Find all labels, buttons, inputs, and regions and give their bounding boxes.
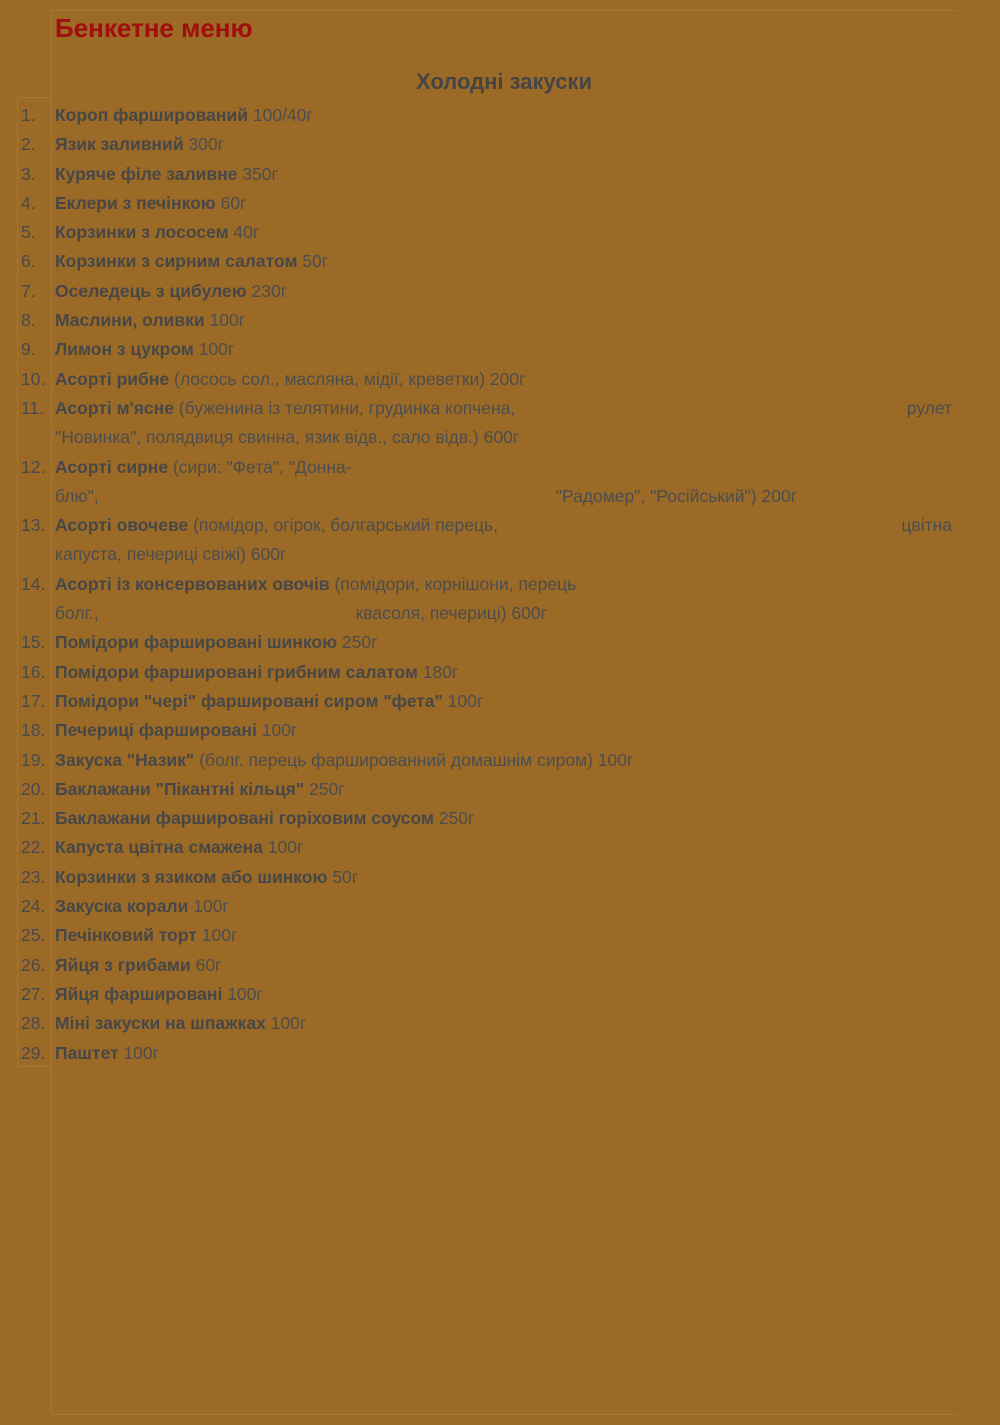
item-description: 100г: [267, 837, 304, 858]
item-number: 21.: [21, 808, 46, 829]
item-name: Язик заливний: [55, 134, 184, 155]
menu-item: [0, 1039, 1000, 1068]
item-description: 40г: [233, 222, 260, 243]
menu-item: [0, 833, 1000, 862]
menu-item: [0, 892, 1000, 921]
item-number: 17.: [21, 690, 46, 711]
section-title: Холодні закуски: [416, 69, 592, 94]
item-description: 100г: [447, 690, 484, 711]
item-name: Корзинки з сирним салатом: [55, 251, 298, 272]
item-name: Паштет: [55, 1042, 119, 1063]
menu-item: [0, 453, 1000, 512]
item-number: 18.: [21, 720, 46, 741]
item-number: 2.: [21, 134, 36, 155]
menu-item: [0, 980, 1000, 1009]
item-description: 180г: [422, 661, 459, 682]
item-description: (сири: "Фета", "Донна-: [172, 456, 352, 477]
item-description: 100г: [227, 983, 263, 1004]
menu-item: [0, 247, 1000, 276]
item-name: Печінковий торт: [55, 925, 197, 946]
item-name: Баклажани "Пікантні кільця": [55, 778, 305, 799]
item-name: Закуска "Назик": [55, 749, 195, 770]
item-description: 100г: [201, 925, 238, 946]
menu-item: [0, 687, 1000, 716]
item-number: 10.: [21, 368, 46, 389]
item-description: капуста, печериці свіжі) 600г: [55, 544, 287, 565]
item-number: 13.: [21, 515, 46, 536]
item-number: 11.: [21, 397, 45, 418]
item-description: (лосось сол., масляна, мідії, креветки) 200г: [174, 368, 526, 389]
item-name: Печериці фаршировані: [55, 720, 257, 741]
menu-item: [0, 365, 1000, 394]
item-description: 350г: [242, 163, 278, 184]
item-description: 250г: [308, 778, 345, 799]
item-number: 27.: [21, 983, 46, 1004]
item-description: 100г: [270, 1013, 307, 1034]
item-description: 100г: [198, 339, 235, 360]
item-name: Корзинки з лососем: [55, 222, 229, 243]
item-description: (помідор, огірок, болгарський перець,: [193, 515, 498, 536]
menu-item: [0, 804, 1000, 833]
item-name: Помідори фаршировані шинкою: [55, 632, 338, 653]
item-name: Капуста цвітна смажена: [55, 837, 263, 858]
item-number: 20.: [21, 778, 46, 799]
menu-item: [0, 394, 1000, 453]
item-number: 9.: [21, 339, 36, 360]
menu-item: [0, 951, 1000, 980]
menu-item: [0, 189, 1000, 218]
menu-item: [0, 570, 1000, 629]
menu-item: [0, 863, 1000, 892]
item-number: 8.: [21, 310, 36, 331]
item-number: 4.: [21, 192, 36, 213]
menu-list: [0, 101, 1000, 1068]
item-description: 100г: [209, 310, 246, 331]
item-name: Помідори "чері" фаршировані сиром "фета": [55, 690, 443, 711]
item-description: 100г: [123, 1042, 160, 1063]
item-number: 1.: [21, 105, 36, 125]
item-number: 14.: [21, 573, 46, 594]
item-name: Закуска корали: [55, 896, 189, 917]
menu-item: [0, 101, 1000, 130]
item-number: 26.: [21, 954, 46, 975]
menu-item: [0, 130, 1000, 159]
item-description: квасоля, печериці) 600г: [355, 603, 547, 624]
menu-item: [0, 218, 1000, 247]
item-name: Асорті рибне: [55, 368, 170, 389]
item-description: 60г: [195, 954, 222, 975]
item-description: 60г: [220, 192, 247, 213]
menu-item: [0, 306, 1000, 335]
item-description: 100г: [193, 896, 229, 917]
item-name: Лимон з цукром: [55, 339, 194, 360]
menu-item: [0, 658, 1000, 687]
item-description: 300г: [188, 134, 225, 155]
item-number: 16.: [21, 661, 46, 682]
menu-item: [0, 511, 1000, 570]
menu-item: [0, 277, 1000, 306]
item-description: 100г: [261, 720, 298, 741]
item-number: 28.: [21, 1013, 46, 1034]
menu-item: [0, 716, 1000, 745]
item-description: 50г: [302, 251, 329, 272]
item-description: "Новинка", полядвиця свинна, язик відв., сало відв.) 600г: [55, 427, 520, 448]
item-description: (буженина із телятини, грудинка копчена,: [178, 397, 516, 418]
menu-item: [0, 160, 1000, 189]
page-title: Бенкетне меню: [55, 13, 253, 43]
menu-item: [0, 746, 1000, 775]
item-number: 5.: [21, 222, 36, 243]
page-frame-bottom: [51, 1414, 957, 1415]
item-description: 50г: [332, 866, 359, 887]
item-number: 22.: [21, 837, 46, 858]
item-name: Корзинки з язиком або шинкою: [55, 866, 328, 887]
item-number: 29.: [21, 1042, 46, 1063]
menu-item: [0, 1009, 1000, 1038]
item-description: цвітна: [901, 515, 952, 536]
item-number: 15.: [21, 632, 46, 653]
item-name: Еклери з печінкою: [55, 192, 216, 213]
item-description: 250г: [438, 808, 475, 829]
item-name: Міні закуски на шпажках: [55, 1013, 266, 1034]
item-name: Помідори фаршировані грибним салатом: [55, 661, 418, 682]
item-number: 24.: [21, 896, 46, 917]
menu-item: [0, 775, 1000, 804]
item-name: Маслини, оливки: [55, 310, 205, 331]
item-number: 19.: [21, 749, 46, 770]
item-name: Короп фарширований: [55, 105, 248, 125]
item-description: (помідори, корнішони, перець: [334, 573, 577, 594]
item-description: 230г: [251, 280, 288, 301]
item-description: (болг. перець фаршированний домашнім сиром) 100г: [199, 749, 634, 770]
item-description: 100/40г: [252, 105, 313, 125]
item-name: Асорті сирне: [55, 456, 169, 477]
item-description: болг.,: [55, 603, 99, 624]
item-name: Асорті із консервованих овочів: [55, 573, 330, 594]
item-number: 25.: [21, 925, 46, 946]
item-number: 12.: [21, 456, 46, 477]
item-number: 23.: [21, 866, 46, 887]
item-number: 3.: [21, 163, 36, 184]
menu-item: [0, 921, 1000, 950]
item-name: Яйця з грибами: [55, 954, 191, 975]
item-name: Асорті овочеве: [55, 515, 189, 536]
item-description: рулет: [906, 397, 952, 418]
item-name: Баклажани фаршировані горіховим соусом: [55, 808, 434, 829]
item-name: Куряче філе заливне: [55, 163, 238, 184]
item-number: 6.: [21, 251, 36, 272]
page-frame-top: [51, 10, 957, 11]
item-description: "Радомер", "Російський") 200г: [555, 485, 797, 506]
item-name: Яйця фаршировані: [55, 983, 223, 1004]
item-description: блю",: [55, 485, 99, 506]
item-description: 250г: [341, 632, 378, 653]
item-name: Асорті м'ясне: [55, 397, 174, 418]
menu-item: [0, 335, 1000, 364]
item-number: 7.: [21, 280, 36, 301]
item-name: Оселедець з цибулею: [55, 280, 247, 301]
menu-item: [0, 628, 1000, 657]
